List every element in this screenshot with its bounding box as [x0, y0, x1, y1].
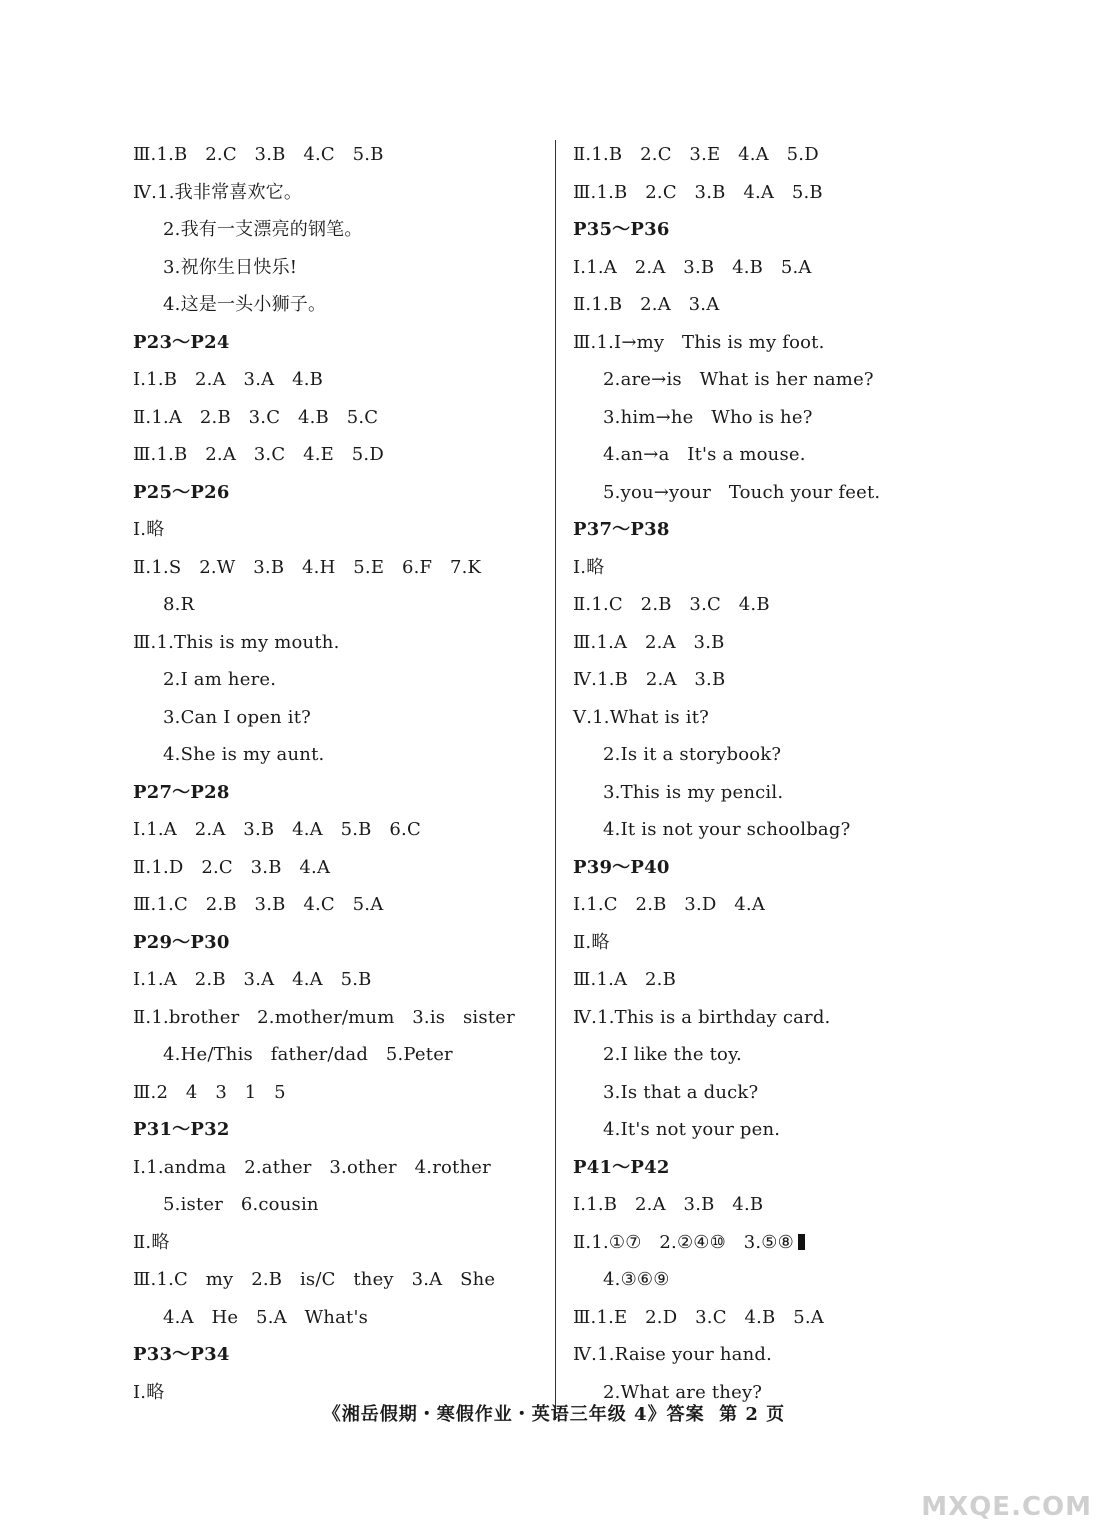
answer-line: Ⅲ.1.A 2.A 3.B [573, 631, 725, 653]
answer-line: Ⅴ.1.What is it? [573, 706, 710, 728]
answer-line: 3.Is that a duck? [603, 1081, 759, 1103]
answer-line: Ⅲ.1.B 2.A 3.C 4.E 5.D [133, 444, 384, 465]
answer-line: 4.It's not your pen. [603, 1119, 781, 1140]
answer-line: Ⅲ.1.This is my mouth. [133, 631, 340, 653]
left-column [133, 136, 573, 1411]
answer-line: Ⅲ.1.B 2.C 3.B 4.A 5.B [573, 181, 823, 203]
section-heading: P27～P28 [133, 781, 230, 803]
answer-line: 2.are→is What is her name? [603, 369, 874, 390]
answer-line: 4.an→a It's a mouse. [603, 444, 806, 465]
answer-line: 3.him→he Who is he? [603, 406, 813, 428]
answer-line: 5.you→your Touch your feet. [603, 481, 881, 503]
answer-line: Ⅰ.1.A 2.A 3.B 4.A 5.B 6.C [133, 819, 421, 840]
answer-line: Ⅱ.1.S 2.W 3.B 4.H 5.E 6.F 7.K [133, 556, 482, 578]
answer-line: Ⅱ.略 [573, 931, 610, 953]
answer-line: 8.R [163, 594, 195, 615]
answer-line: 4.It is not your schoolbag? [603, 819, 851, 840]
answer-line: Ⅱ.1.brother 2.mother/mum 3.is sister [133, 1006, 515, 1028]
answer-line: Ⅲ.1.B 2.C 3.B 4.C 5.B [133, 144, 384, 165]
section-heading: P25～P26 [133, 481, 230, 503]
mark-glyph [798, 1234, 805, 1250]
answer-line: Ⅰ.1.andma 2.ather 3.other 4.rother [133, 1156, 491, 1178]
answer-line: Ⅲ.2 4 3 1 5 [133, 1081, 286, 1103]
answer-line: Ⅲ.1.E 2.D 3.C 4.B 5.A [573, 1306, 824, 1328]
section-heading: P41～P42 [573, 1156, 670, 1178]
page-footer: 《湘岳假期・寒假作业・英语三年级 4》答案 第 2 页 [322, 1404, 786, 1425]
answer-line: Ⅱ.1.①⑦ 2.②④⑩ 3.⑤⑧ [573, 1224, 1013, 1262]
answer-line: 4.He/This father/dad 5.Peter [163, 1044, 453, 1065]
answer-line: Ⅰ.略 [133, 1381, 165, 1403]
section-heading: P35～P36 [573, 219, 670, 240]
section-heading: P23～P24 [133, 331, 230, 353]
section-heading: P39～P40 [573, 856, 670, 878]
answer-line: Ⅱ.1.D 2.C 3.B 4.A [133, 856, 331, 878]
answer-line: Ⅰ.略 [133, 519, 165, 540]
answer-line: 4.这是一头小狮子。 [163, 294, 327, 315]
answer-line: Ⅰ.1.A 2.B 3.A 4.A 5.B [133, 969, 372, 990]
answer-line: 2.I am here. [163, 669, 277, 690]
section-heading: P29～P30 [133, 931, 230, 953]
answer-line: 2.What are they? [603, 1381, 763, 1403]
answer-line: 3.Can I open it? [163, 706, 311, 728]
answer-line: Ⅰ.1.B 2.A 3.B 4.B [573, 1194, 764, 1215]
answer-line: 2.我有一支漂亮的钢笔。 [163, 219, 363, 240]
answer-line: 4.She is my aunt. [163, 744, 325, 765]
answer-line: Ⅳ.1.B 2.A 3.B [573, 669, 726, 690]
answer-line: 2.I like the toy. [603, 1044, 742, 1065]
answer-line: Ⅳ.1.我非常喜欢它。 [133, 181, 303, 203]
answer-line: 3.This is my pencil. [603, 781, 784, 803]
answer-line: Ⅲ.1.C my 2.B is/C they 3.A She [133, 1269, 496, 1290]
answer-line: Ⅱ.1.C 2.B 3.C 4.B [573, 594, 770, 615]
answer-line: Ⅱ.1.B 2.C 3.E 4.A 5.D [573, 144, 819, 165]
answer-line: Ⅱ.1.B 2.A 3.A [573, 294, 720, 315]
section-heading: P37～P38 [573, 519, 670, 540]
section-heading: P31～P32 [133, 1119, 230, 1140]
answer-line: Ⅰ.1.A 2.A 3.B 4.B 5.A [573, 256, 812, 278]
watermark-text: MXQE.COM [921, 1492, 1092, 1522]
answer-line: 5.ister 6.cousin [163, 1194, 319, 1215]
answer-line: Ⅰ.1.C 2.B 3.D 4.A [573, 894, 766, 915]
answer-line: 4.③⑥⑨ [603, 1269, 670, 1290]
watermark-logo [921, 1418, 1100, 1528]
answer-line: Ⅳ.1.Raise your hand. [573, 1344, 773, 1365]
answer-line: Ⅲ.1.I→my This is my foot. [573, 331, 825, 353]
answer-line: Ⅰ.1.B 2.A 3.A 4.B [133, 369, 324, 390]
column-divider [555, 140, 556, 1420]
answer-line: Ⅳ.1.This is a birthday card. [573, 1006, 831, 1028]
answer-line: Ⅱ.略 [133, 1231, 170, 1253]
section-heading: P33～P34 [133, 1344, 230, 1365]
answer-line: 2.Is it a storybook? [603, 744, 782, 765]
answer-line: 3.祝你生日快乐! [163, 256, 298, 278]
answer-line: 4.A He 5.A What's [163, 1306, 369, 1328]
answer-line: Ⅲ.1.C 2.B 3.B 4.C 5.A [133, 894, 384, 915]
right-column [573, 136, 1013, 1411]
answer-line: Ⅱ.1.A 2.B 3.C 4.B 5.C [133, 406, 379, 428]
answer-line: Ⅰ.略 [573, 556, 605, 578]
answer-line: Ⅲ.1.A 2.B [573, 969, 677, 990]
